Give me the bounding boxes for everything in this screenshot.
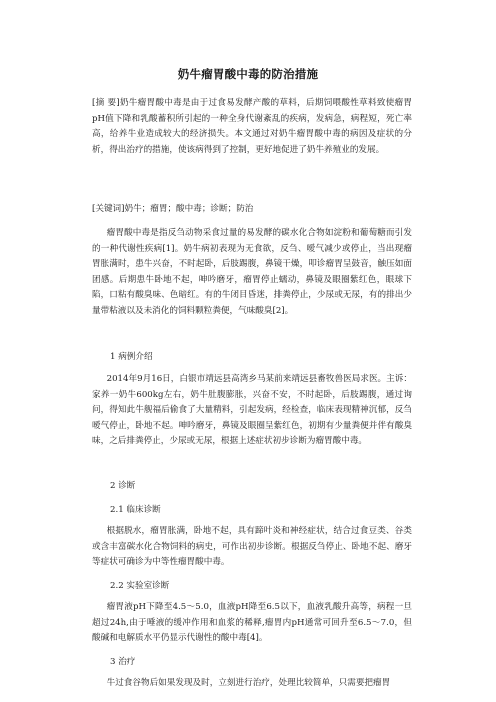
section-1-heading: 1 病例介绍 bbox=[110, 352, 153, 362]
abstract-paragraph: [摘 要]奶牛瘤胃酸中毒是由于过食易发酵产酸的草料，后期饲喂酸性草料致使瘤胃pH值下降和乳酸蓄积所引起的一种全身代谢紊乱的疾病，发病急，病程短，死亡率高，给养牛业造成较大的经济损失。本文通过对奶牛瘤胃酸中毒的病因及症状的分析，得出治疗的措施，使该病得到了控制，更好地促进了奶牛养殖业的发展。 bbox=[92, 98, 412, 155]
keywords-paragraph: [关键词]奶牛；瘤胃；酸中毒；诊断；防治 bbox=[92, 204, 254, 214]
section-1-paragraph: 2014年9月16日，白银市靖远县高湾乡马某前来靖远县畜牧兽医局求医。主诉：家养一奶牛600kg左右，奶牛肚腹膨胀，兴奋不安，不时起卧，后肢踢腹，通过询问，得知此牛舰福后偷食了大量精料，引起发病，经检查，临床表现精神沉郁，反刍嗳气停止，卧地不起。呻吟磨牙，鼻镜及眼圈呈紫红色，初期有少量粪便并伴有酸臭味，之后排粪停止，少尿或无尿，根据上述症状初步诊断为瘤胃酸中毒。 bbox=[92, 374, 412, 447]
intro-paragraph: 瘤胃酸中毒是指反刍动物采食过量的易发酵的碳水化合物如淀粉和葡萄糖而引发的一种代谢性疾病[1]。奶牛病初表现为无食欲，反刍、嗳气减少或停止，当出现瘤胃胀满时，患牛兴奋，不时起卧，后肢踢腹，鼻镜干燥，叩诊瘤胃呈鼓音，触压如面团感。后期患牛卧地不起，呻吟磨牙，瘤胃停止蠕动，鼻镜及眼圈紫红色，眼球下陷，口粘有酸臭味、色暗红。有的牛闭目昏迷，排粪停止，少尿或无尿，有的排出少量带粘液以及未消化的饲料颗粒粪便，气味酸臭[2]。 bbox=[92, 228, 412, 316]
section-2-1-paragraph: 根据脱水，瘤胃胀满，卧地不起，具有蹄叶炎和神经症状，结合过食豆类、谷类或含丰富碳水化合物饲料的病史，可作出初步诊断。根据反刍停止、卧地不起、磨牙等症状可确诊为中等性瘤胃酸中毒。 bbox=[92, 526, 412, 568]
section-2-heading: 2 诊断 bbox=[110, 481, 136, 491]
document-title: 奶牛瘤胃酸中毒的防治措施 bbox=[177, 67, 319, 81]
section-3-heading: 3 治疗 bbox=[110, 657, 136, 667]
section-2-2-heading: 2.2 实验室诊断 bbox=[110, 581, 170, 591]
section-2-1-heading: 2.1 临床诊断 bbox=[110, 505, 161, 515]
section-3-paragraph: 牛过食谷物后如果发现及时，立刻进行治疗，处理比较简单，只需要把瘤胃 bbox=[106, 678, 391, 688]
section-2-2-paragraph: 瘤胃液pH下降至4.5～5.0，血液pH降至6.5以下，血液乳酸升高等，病程一旦超过24h,由于唾液的缓冲作用和血浆的稀释,瘤胃内pH通常可回升至6.5～7.0，但酸碱和电解质水平仍显示代谢性的酸中毒[4]。 bbox=[92, 602, 412, 644]
